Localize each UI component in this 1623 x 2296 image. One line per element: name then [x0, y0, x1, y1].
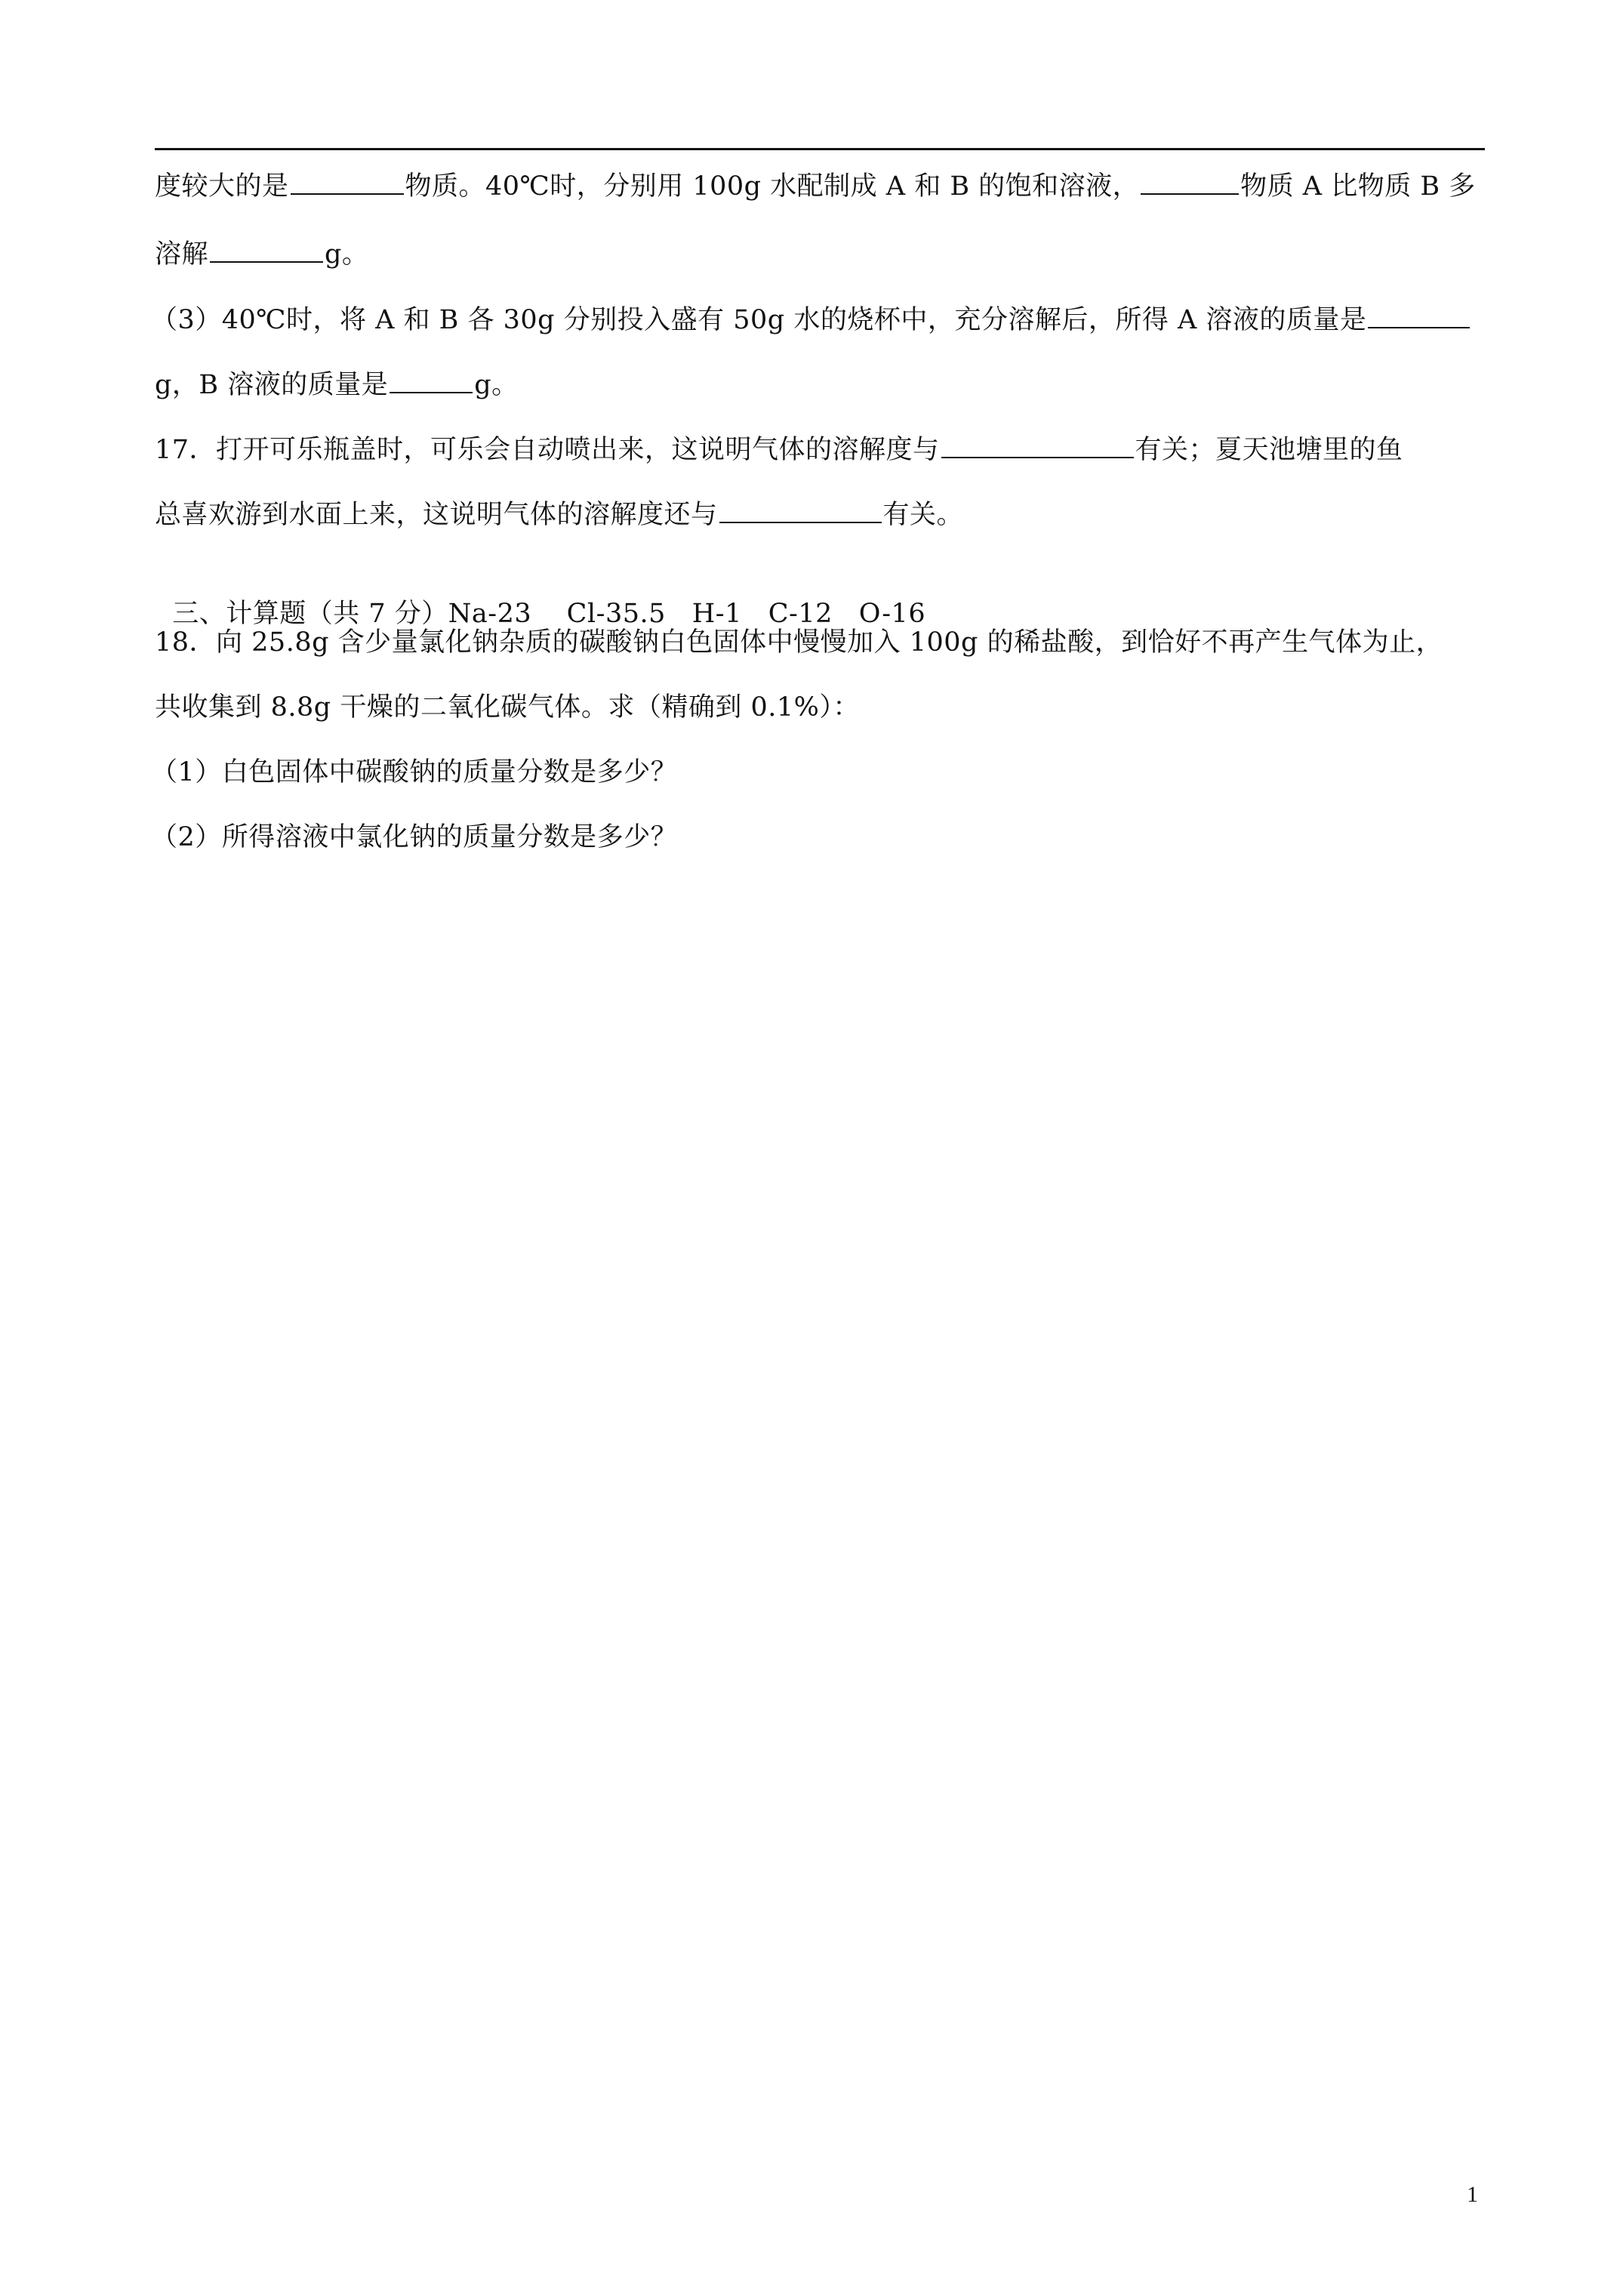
text-line-2 [155, 234, 368, 273]
text-segment: （3）40℃时，将 A 和 B 各 30g 分别投入盛有 50g 水的烧杯中，充分溶解后，所得 A 溶液的质量是 [151, 305, 1367, 335]
text-segment: 度较大的是 [155, 171, 289, 202]
text-line-8 [155, 624, 1443, 661]
text-segment: g。 [474, 370, 519, 400]
text-segment: 物质。40℃时，分别用 100g 水配制成 A 和 B 的饱和溶液， [405, 171, 1140, 202]
text-line-3 [151, 300, 1471, 338]
text-segment: 有关；夏天池塘里的鱼 [1135, 435, 1403, 465]
page-number: 1 [1467, 2182, 1478, 2207]
answer-blank [941, 430, 1134, 458]
text-line-9 [155, 689, 860, 726]
text-segment: 有关。 [882, 500, 964, 530]
answer-blank [210, 234, 323, 263]
text-segment: 溶解 [155, 239, 209, 270]
text-line-4 [155, 365, 519, 403]
text-line-6 [155, 495, 963, 533]
text-line-11 [151, 819, 677, 855]
text-segment: g，B 溶液的质量是 [155, 370, 389, 400]
text-segment: 共收集到 8.8g 干燥的二氧化碳气体。求（精确到 0.1%）： [155, 692, 860, 723]
answer-blank [1141, 166, 1239, 195]
answer-blank [719, 495, 882, 523]
text-line-1 [155, 166, 1476, 205]
text-segment: 三、计算题（共 7 分）Na-23 Cl-35.5 H-1 C-12 O-16 [172, 599, 926, 629]
text-line-5 [155, 430, 1403, 468]
answer-blank [390, 365, 473, 393]
text-segment: 17．打开可乐瓶盖时，可乐会自动喷出来，这说明气体的溶解度与 [155, 435, 940, 465]
text-segment: （2）所得溶液中氯化钠的质量分数是多少？ [151, 822, 678, 852]
text-segment: 18．向 25.8g 含少量氯化钠杂质的碳酸钠白色固体中慢慢加入 100g 的稀盐酸，到恰好不再产生气体为止， [155, 627, 1443, 658]
text-segment: 总喜欢游到水面上来，这说明气体的溶解度还与 [155, 500, 718, 530]
section-heading [155, 559, 925, 632]
text-segment: 物质 A 比物质 B 多 [1240, 171, 1476, 202]
answer-blank [291, 166, 404, 195]
header-rule [155, 148, 1485, 150]
text-segment: g。 [325, 239, 369, 270]
text-segment: （1）白色固体中碳酸钠的质量分数是多少？ [151, 757, 678, 787]
text-line-10 [151, 754, 677, 791]
answer-blank [1368, 300, 1470, 328]
